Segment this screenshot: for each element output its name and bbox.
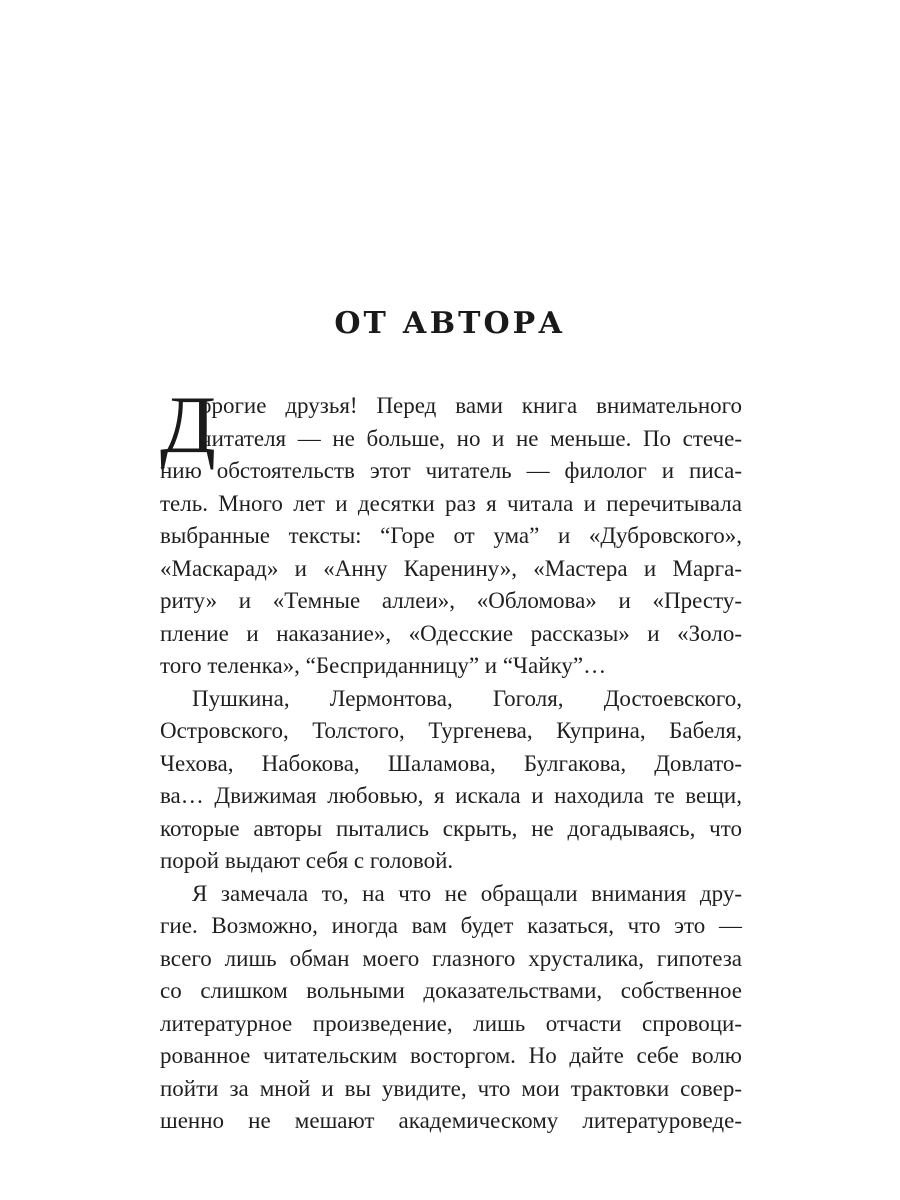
text-line: тель. Много лет и десятки раз я читала и перечитывала <box>160 490 742 516</box>
text-line: Я замечала то, на что не обращали внимания дру- <box>192 880 742 906</box>
text-line: порой выдают себя с головой. <box>160 848 454 873</box>
text-line: шенно не мешают академическому литературоведе- <box>160 1108 742 1133</box>
text-line: пойти за мной и вы увидите, что мои трактовки совер- <box>160 1075 742 1101</box>
text-line: риту» и «Темные аллеи», «Обломова» и «Престу- <box>160 588 742 613</box>
text-line: выбранные тексты: “Горе от ума” и «Дубровского», <box>160 523 742 548</box>
text-line: которые авторы пытались скрыть, не догадываясь, что <box>160 815 742 841</box>
text-line: рованное читательским восторгом. Но дайте себе волю <box>160 1043 742 1068</box>
text-line: того теленка», “Бесприданницу” и “Чайку”… <box>160 653 607 678</box>
chapter-heading: ОТ АВТОРА <box>334 306 566 341</box>
text-line: литературное произведение, лишь отчасти спровоци- <box>160 1010 742 1036</box>
text-line: Чехова, Набокова, Шаламова, Булгакова, Довлато- <box>160 750 742 776</box>
drop-cap: Д <box>160 379 216 470</box>
paragraph-3 <box>160 878 742 1138</box>
text-line: пление и наказание», «Одесские рассказы» и «Золо- <box>160 620 742 646</box>
text-line: всего лишь обман моего глазного хрусталика, гипотеза <box>160 945 742 971</box>
text-line: Островского, Толстого, Тургенева, Куприна, Бабеля, <box>160 718 742 743</box>
text-line: «Маскарад» и «Анну Каренину», «Мастера и Марга- <box>160 555 742 581</box>
text-line: со слишком вольными доказательствами, собственное <box>160 978 742 1003</box>
text-line: ва… Движимая любовью, я искала и находила те вещи, <box>160 783 742 808</box>
paragraph-1 <box>160 379 742 683</box>
text-line: Пушкина, Лермонтова, Гоголя, Достоевского, <box>192 685 742 711</box>
text-line: гие. Возможно, иногда вам будет казаться, что это — <box>160 913 742 938</box>
text-line: читателя — не больше, но и не меньше. По стече- <box>200 425 742 451</box>
text-line: нию обстоятельств этот читатель — филолог и писа- <box>160 458 742 483</box>
paragraph-2 <box>160 683 742 878</box>
body-text <box>160 379 742 1138</box>
line-text: орогие друзья! Перед вами книга внимательного <box>200 393 742 418</box>
